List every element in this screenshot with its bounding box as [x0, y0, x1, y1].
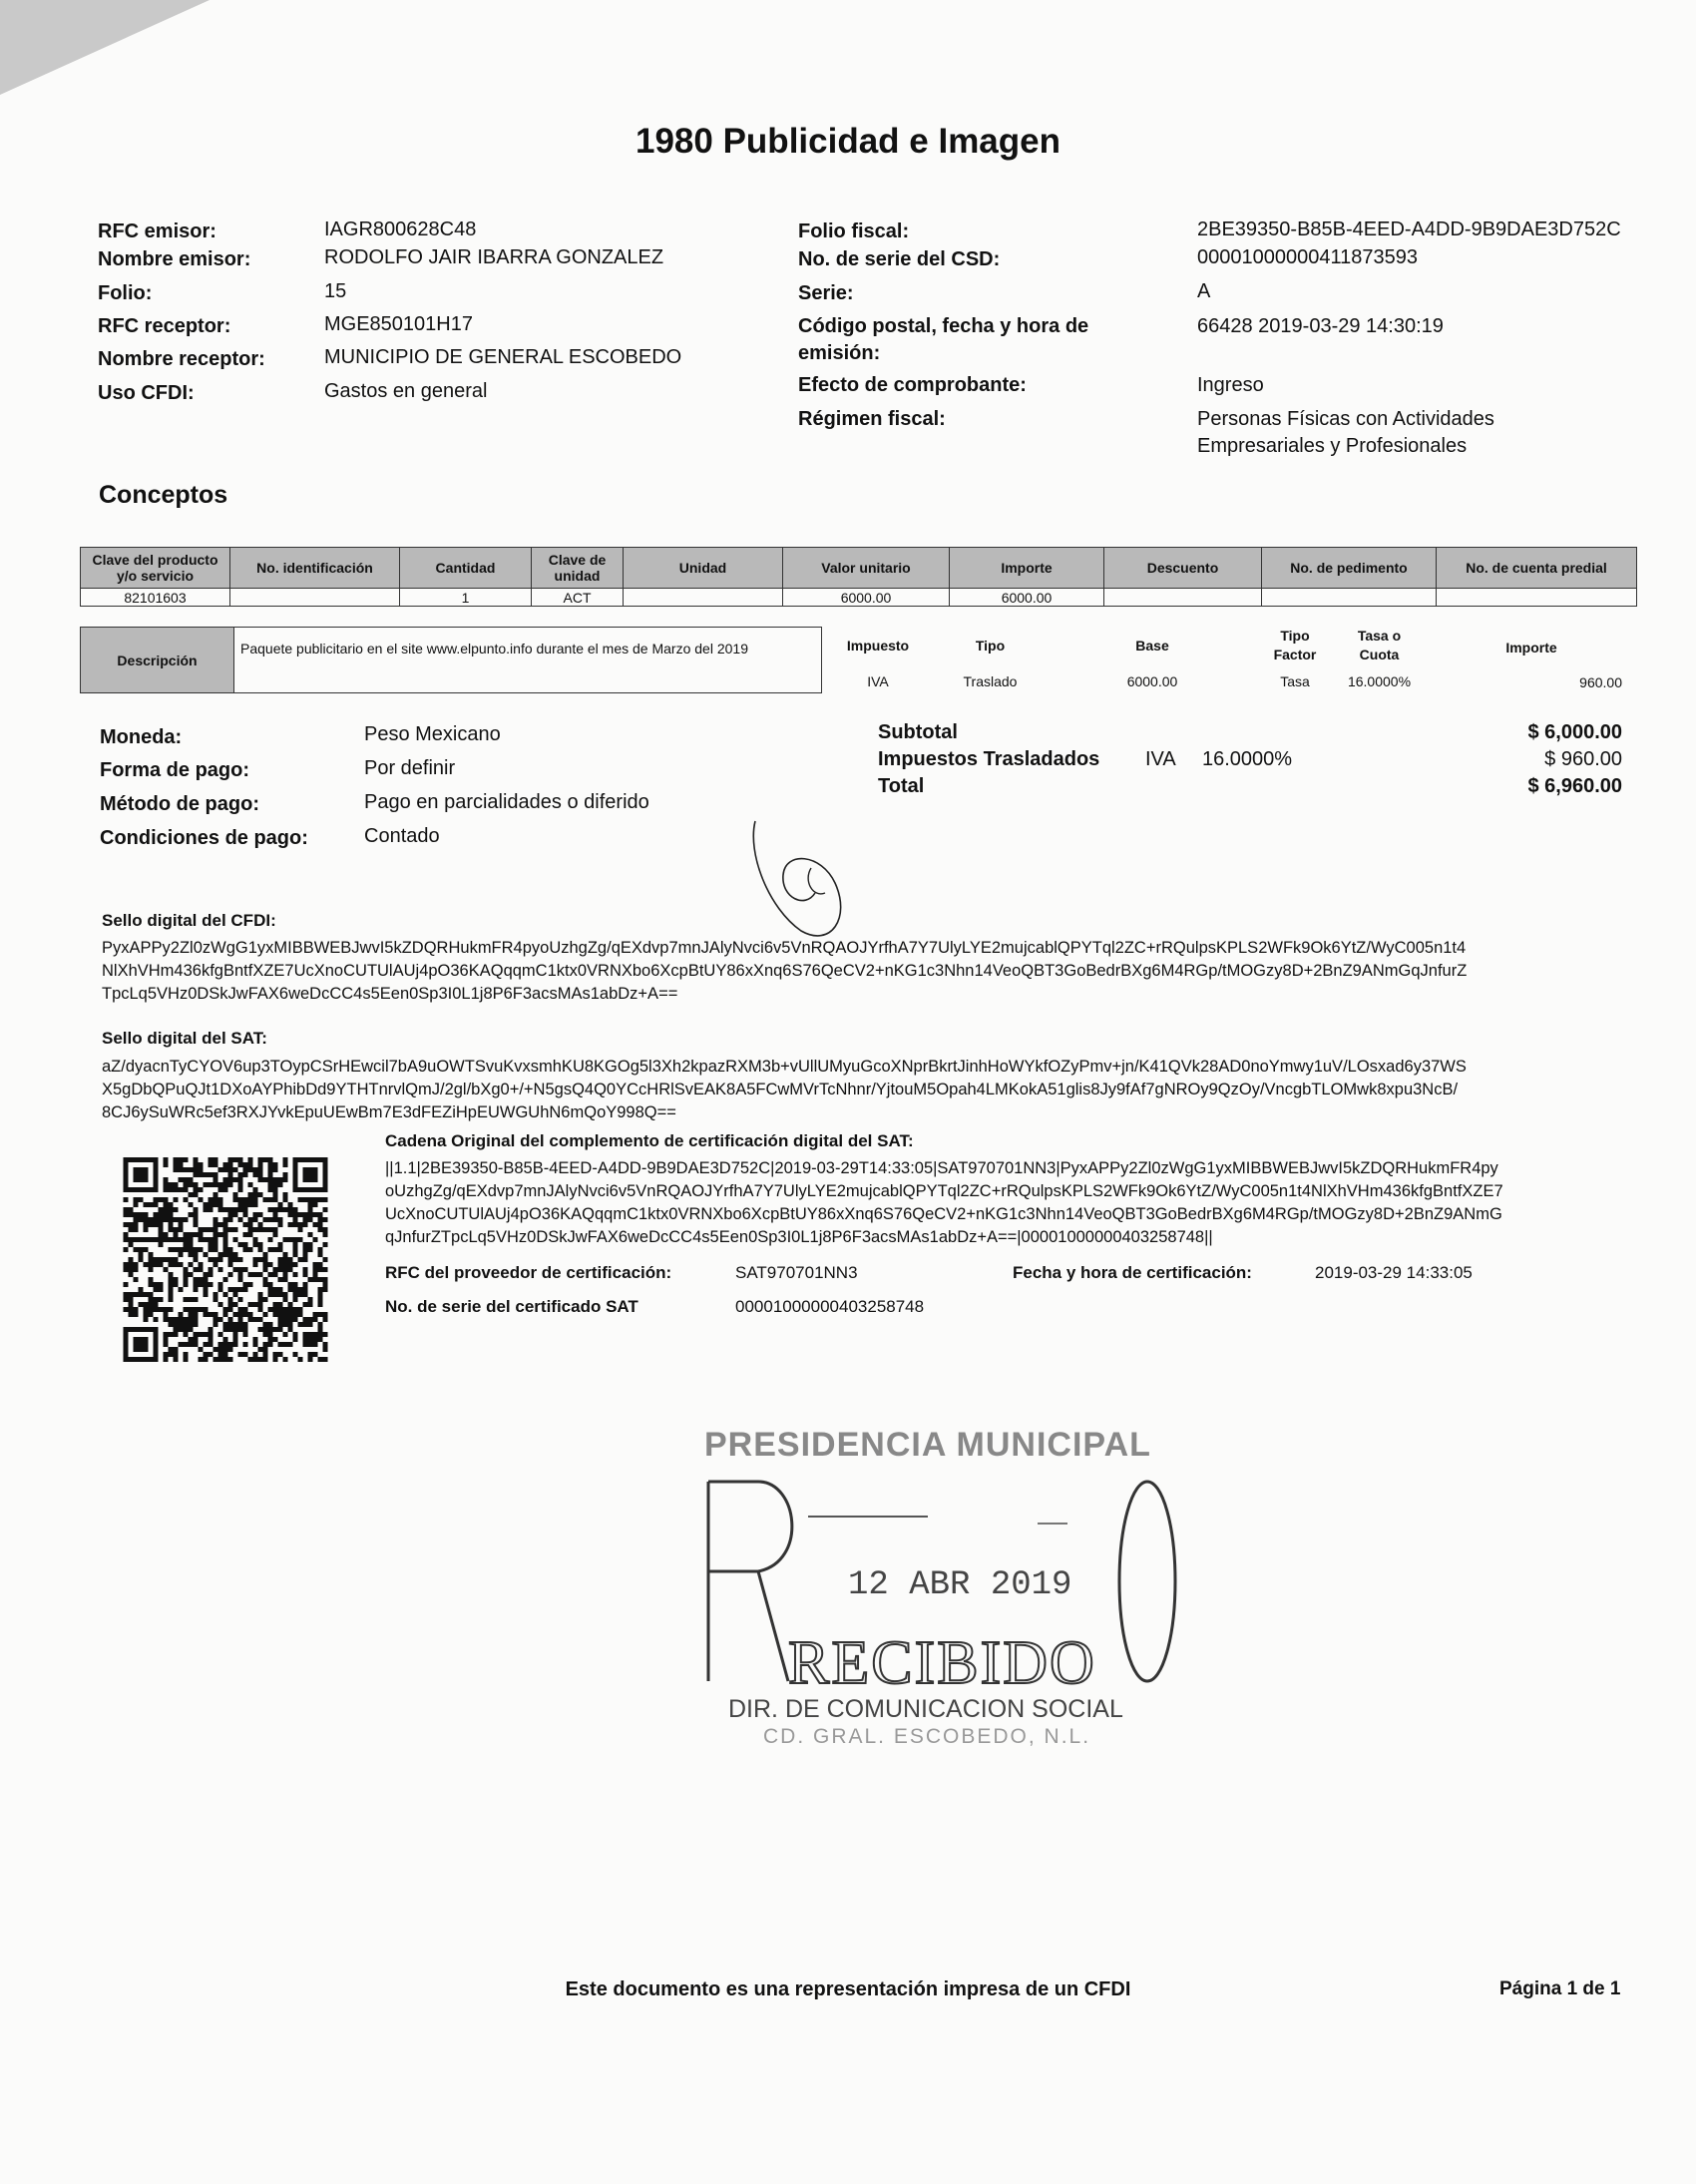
- sello-sat-text: [102, 1056, 1658, 1124]
- cadena-line: UcXnoCUTUlAUj4pO36KAQqqmC1ktx0VRNXbo6XcpBtUY86xXnq6S76QeCV2+nKG1c3Nhn14VeoQBT3GoBedrBXg6M4RGp/tMOGzy8D+2BnZ9ANmG: [385, 1205, 1502, 1223]
- recibido-stamp: [698, 1422, 1197, 1751]
- moneda-value: Peso Mexicano: [364, 723, 501, 745]
- col-importe: Importe: [950, 548, 1104, 589]
- cell-no-cuenta-predial: [1437, 589, 1637, 607]
- cadena-label: Cadena Original del complemento de certificación digital del SAT:: [385, 1131, 914, 1150]
- forma-pago-value: Por definir: [364, 757, 456, 779]
- col-no-cuenta-predial: No. de cuenta predial: [1437, 548, 1637, 589]
- condiciones-pago-label: Condiciones de pago:: [100, 827, 308, 849]
- efecto-label: Efecto de comprobante:: [798, 374, 1027, 396]
- subtotal-value: $ 6,000.00: [1527, 721, 1622, 743]
- conceptos-header-row: [81, 548, 1637, 589]
- descripcion-text: Paquete publicitario en el site www.elpunto.info durante el mes de Marzo del 2019: [240, 641, 748, 656]
- cell-cantidad: 1: [400, 589, 532, 607]
- col-no-pedimento: No. de pedimento: [1262, 548, 1437, 589]
- tax-header-impuesto: Impuesto: [846, 638, 910, 654]
- serie-value: A: [1197, 280, 1211, 302]
- efecto-value: Ingreso: [1197, 374, 1264, 396]
- folio-value: 15: [324, 280, 347, 302]
- rfc-emisor-label: RFC emisor:: [98, 220, 216, 242]
- sello-cfdi-text: [102, 937, 1658, 1006]
- rfc-receptor-value: MGE850101H17: [324, 313, 473, 335]
- sello-sat-line: 8CJ6ySuWRc5ef3RXJYvkEpuUEwBm7E3dFEZiHpEUWGUhN6mQoY998Q==: [102, 1103, 676, 1121]
- col-clave-producto: Clave del producto y/o servicio: [81, 548, 230, 589]
- folio-fiscal-label: Folio fiscal:: [798, 220, 910, 242]
- metodo-pago-value: Pago en parcialidades o diferido: [364, 791, 649, 813]
- fecha-certificacion-value: 2019-03-29 14:33:05: [1315, 1263, 1473, 1282]
- cp-fecha-label-2: emisión:: [798, 342, 881, 364]
- tax-header-importe: Importe: [1505, 640, 1557, 655]
- cp-fecha-label-1: Código postal, fecha y hora de: [798, 315, 1089, 337]
- serie-csd-value: 00001000000411873593: [1197, 246, 1418, 268]
- folio-fiscal-value: 2BE39350-B85B-4EED-A4DD-9B9DAE3D752C: [1197, 218, 1621, 240]
- tax-header-tipo-factor: Tipo Factor: [1273, 628, 1317, 662]
- document-title: 1980 Publicidad e Imagen: [636, 122, 1060, 161]
- col-cantidad: Cantidad: [400, 548, 532, 589]
- nombre-receptor-value: MUNICIPIO DE GENERAL ESCOBEDO: [324, 346, 682, 368]
- subtotal-label: Subtotal: [878, 721, 958, 743]
- rfc-receptor-label: RFC receptor:: [98, 315, 231, 337]
- tax-value-base: 6000.00: [1126, 673, 1178, 689]
- descripcion-box: [80, 627, 822, 693]
- tax-header-base: Base: [1135, 638, 1169, 654]
- conceptos-table: [80, 547, 1637, 607]
- footer-note: Este documento es una representación impresa de un CFDI: [565, 1978, 1131, 2000]
- page-number: Página 1 de 1: [1499, 1978, 1621, 1999]
- col-no-identificacion: No. identificación: [230, 548, 400, 589]
- total-label: Total: [878, 775, 925, 797]
- cp-fecha-value: 66428 2019-03-29 14:30:19: [1197, 315, 1444, 337]
- uso-cfdi-label: Uso CFDI:: [98, 382, 195, 404]
- conceptos-heading: Conceptos: [99, 481, 228, 509]
- cell-clave-unidad: ACT: [532, 589, 624, 607]
- impuestos-value: $ 960.00: [1544, 748, 1622, 770]
- descripcion-label: Descripción: [81, 628, 234, 692]
- folio-label: Folio:: [98, 282, 153, 304]
- serie-label: Serie:: [798, 282, 854, 304]
- cell-valor-unitario: 6000.00: [783, 589, 950, 607]
- sello-sat-label: Sello digital del SAT:: [102, 1029, 267, 1048]
- col-valor-unitario: Valor unitario: [783, 548, 950, 589]
- condiciones-pago-value: Contado: [364, 825, 440, 847]
- rfc-emisor-value: IAGR800628C48: [324, 218, 477, 240]
- cell-descuento: [1104, 589, 1262, 607]
- sello-sat-line: aZ/dyacnTyCYOV6up3TOypCSrHEwcil7bA9uOWTSvuKvxsmhKU8KGOg5l3Xh2kpazRXM3b+vUllUMyuGcoXNprBkrtJinhHoWYkfOZyPmv+jn/K41QVk28AD0noYmwy1uV/LOsxad6y37WS: [102, 1058, 1467, 1076]
- qr-code-image: [122, 1157, 329, 1362]
- regimen-label: Régimen fiscal:: [798, 408, 946, 430]
- stamp-word: RECIBIDO: [788, 1629, 1096, 1697]
- tax-value-importe: 960.00: [1579, 674, 1622, 690]
- cell-no-pedimento: [1262, 589, 1437, 607]
- tax-value-tasa: 16.0000%: [1347, 673, 1412, 689]
- serie-csd-label: No. de serie del CSD:: [798, 248, 1001, 270]
- sello-cfdi-line: NlXhVHm436kfgBntfXZE7UcXnoCUTUlAUj4pO36KAQqqmC1ktx0VRNXbo6XcpBtUY86xXnq6S76QeCV2+nKG1c3Nhn14VeoQBT3GoBedrBXg6M4RGp/tMOGzy8D+2BnZ9ANmGqJnfurZ: [102, 962, 1468, 980]
- moneda-label: Moneda:: [100, 726, 183, 748]
- sello-cfdi-line: TpcLq5VHz0DSkJwFAX6weDcCC4s5Een0Sp3I0L1j8P6F3acsMAs1abDz+A==: [102, 985, 678, 1003]
- impuestos-tasa: 16.0000%: [1202, 748, 1293, 770]
- serie-sat-value: 00001000000403258748: [735, 1297, 925, 1316]
- stamp-date: 12 ABR 2019: [848, 1566, 1072, 1604]
- tax-header-tasa: Tasa o Cuota: [1357, 628, 1402, 662]
- stamp-line-2: CD. GRAL. ESCOBEDO, N.L.: [763, 1725, 1091, 1748]
- tax-value-tipo-factor: Tasa: [1280, 673, 1310, 689]
- rfc-proveedor-value: SAT970701NN3: [735, 1263, 858, 1282]
- tax-value-impuesto: IVA: [867, 673, 889, 689]
- fecha-certificacion-label: Fecha y hora de certificación:: [1013, 1263, 1252, 1282]
- nombre-receptor-label: Nombre receptor:: [98, 348, 265, 370]
- cadena-line: qJnfurZTpcLq5VHz0DSkJwFAX6weDcCC4s5Een0Sp3I0L1j8P6F3acsMAs1abDz+A==|00001000000403258748||: [385, 1228, 1213, 1246]
- stamp-line-1: DIR. DE COMUNICACION SOCIAL: [728, 1695, 1123, 1723]
- rfc-proveedor-label: RFC del proveedor de certificación:: [385, 1263, 672, 1282]
- nombre-emisor-label: Nombre emisor:: [98, 248, 251, 270]
- serie-sat-label: No. de serie del certificado SAT: [385, 1297, 638, 1316]
- sello-sat-line: X5gDbQPuQJt1DXoAYPhibDd9YTHTnrvlQmJ/2gl/bXg0+/+N5gsQ4Q0YCcHRlSvEAK8A5FCwMVrTcNhnr/YjtouM5Opah4LMKokA51glis8Jy9fAf7gNROy9QzOy/VncgbTLOMwk8xpu3NcB/: [102, 1081, 1459, 1098]
- cell-unidad: [624, 589, 783, 607]
- forma-pago-label: Forma de pago:: [100, 759, 250, 781]
- col-clave-unidad: Clave de unidad: [532, 548, 624, 589]
- uso-cfdi-value: Gastos en general: [324, 380, 488, 402]
- cell-clave-producto: 82101603: [81, 589, 230, 607]
- impuestos-label: Impuestos Trasladados: [878, 748, 1100, 770]
- cadena-text: [385, 1157, 1642, 1249]
- stamp-top-text: PRESIDENCIA MUNICIPAL: [704, 1426, 1151, 1464]
- sello-cfdi-line: PyxAPPy2Zl0zWgG1yxMIBBWEBJwvI5kZDQRHukmFR4pyoUzhgZg/qEXdvp7mnJAlyNvci6v5VnRQAOJYrfhA7Y7UlyLYE2mujcablQPYTql2ZC+rRQulpsKPLS2WFk9Ok6YtZ/WyC005n1t4: [102, 939, 1467, 957]
- col-unidad: Unidad: [624, 548, 783, 589]
- cadena-line: ||1.1|2BE39350-B85B-4EED-A4DD-9B9DAE3D752C|2019-03-29T14:33:05|SAT970701NN3|PyxAPPy2Zl0zWgG1yxMIBBWEBJwvI5kZDQRHukmFR4py: [385, 1159, 1498, 1177]
- metodo-pago-label: Método de pago:: [100, 793, 259, 815]
- impuestos-tipo: IVA: [1145, 748, 1176, 770]
- cell-no-identificacion: [230, 589, 400, 607]
- regimen-value-2: Empresariales y Profesionales: [1197, 435, 1468, 457]
- cell-importe: 6000.00: [950, 589, 1104, 607]
- col-descuento: Descuento: [1104, 548, 1262, 589]
- scan-corner-shadow: [0, 0, 210, 95]
- regimen-value-1: Personas Físicas con Actividades: [1197, 408, 1494, 430]
- sello-cfdi-label: Sello digital del CFDI:: [102, 911, 276, 930]
- tax-value-tipo: Traslado: [963, 673, 1018, 689]
- table-row: [81, 589, 1637, 607]
- nombre-emisor-value: RODOLFO JAIR IBARRA GONZALEZ: [324, 246, 664, 268]
- cadena-line: oUzhgZg/qEXdvp7mnJAlyNvci6v5VnRQAOJYrfhA7Y7UlyLYE2mujcablQPYTql2ZC+rRQulpsKPLS2WFk9Ok6YtZ/WyC005n1t4NlXhVHm436kfgBntfXZE7: [385, 1182, 1503, 1200]
- tax-header-tipo: Tipo: [975, 638, 1006, 654]
- total-value: $ 6,960.00: [1527, 775, 1622, 797]
